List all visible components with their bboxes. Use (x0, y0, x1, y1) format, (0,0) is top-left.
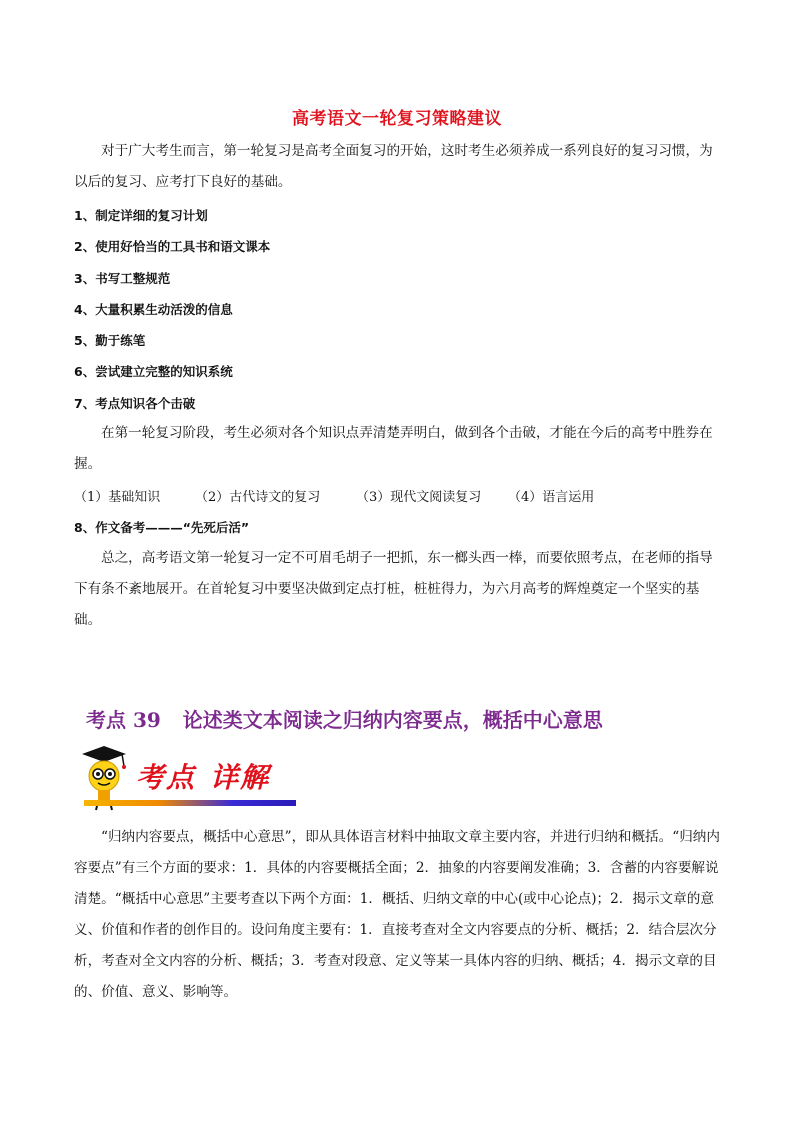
list-item: 4、大量积累生动活泼的信息 (74, 302, 233, 317)
page-title: 高考语文一轮复习策略建议 (292, 109, 502, 129)
section-number: 考点 39 (86, 708, 161, 732)
subitem: （4）语言运用 (508, 490, 595, 505)
subitem: （3）现代文阅读复习 (356, 490, 482, 505)
item7-description: 在第一轮复习阶段，考生必须对各个知识点弄清楚弄明白，做到各个击破，才能在今后的高考中胜券在握。 (74, 425, 713, 472)
list-item: 2、使用好恰当的工具书和语文课本 (74, 239, 271, 254)
conclusion-paragraph: 总之，高考语文第一轮复习一定不可眉毛胡子一把抓，东一榔头西一棒，而要依照考点，在老师的指导下有条不紊地展开。在首轮复习中要坚决做到定点打桩，桩桩得力，为六月高考的辉煌奠定一个坚实的基础。 (74, 550, 713, 628)
detail-paragraph: “归纳内容要点，概括中心意思”，即从具体语言材料中抽取文章主要内容，并进行归纳和概括。“归纳内容要点”有三个方面的要求：1．具体的内容要概括全面；2．抽象的内容要阐发准确；3．含蓄的内容要解说清楚。“概括中心意思”主要考查以下两个方面：1．概括、归纳文章的中心(或中心论点)；2．揭示文章的意义、价值和作者的创作目的。设问角度主要有：1．直接考查对全文内容要点的分析、概括；2．结合层次分析，考查对全文内容的分析、概括；3．考查对段意、定义等某一具体内容的归纳、概括；4．揭示文章的目的、价值、意义、影响等。 (74, 829, 720, 1000)
kaodian-banner (74, 742, 296, 814)
list-item: 7、考点知识各个击破 (74, 396, 196, 411)
section-title: 论述类文本阅读之归纳内容要点，概括中心意思 (182, 708, 603, 732)
list-item: 1、制定详细的复习计划 (74, 208, 208, 223)
subitem-list (74, 486, 594, 505)
banner-word-kaodian: 考点 (136, 761, 197, 794)
list-item: 5、勤于练笔 (74, 333, 146, 348)
subitem: （1）基础知识 (74, 490, 161, 505)
subitem: （2）古代诗文的复习 (195, 490, 321, 505)
list-item-essay: 8、作文备考———“先死后活” (74, 520, 250, 535)
list-item: 3、书写工整规范 (74, 271, 171, 286)
banner-text (136, 756, 270, 796)
section-heading (86, 704, 603, 733)
banner-word-xiangjie: 详解 (210, 761, 271, 794)
banner-underline (84, 800, 296, 806)
list-item: 6、尝试建立完整的知识系统 (74, 364, 233, 379)
intro-paragraph: 对于广大考生而言，第一轮复习是高考全面复习的开始，这时考生必须养成一系列良好的复习习惯，为以后的复习、应考打下良好的基础。 (74, 143, 713, 190)
